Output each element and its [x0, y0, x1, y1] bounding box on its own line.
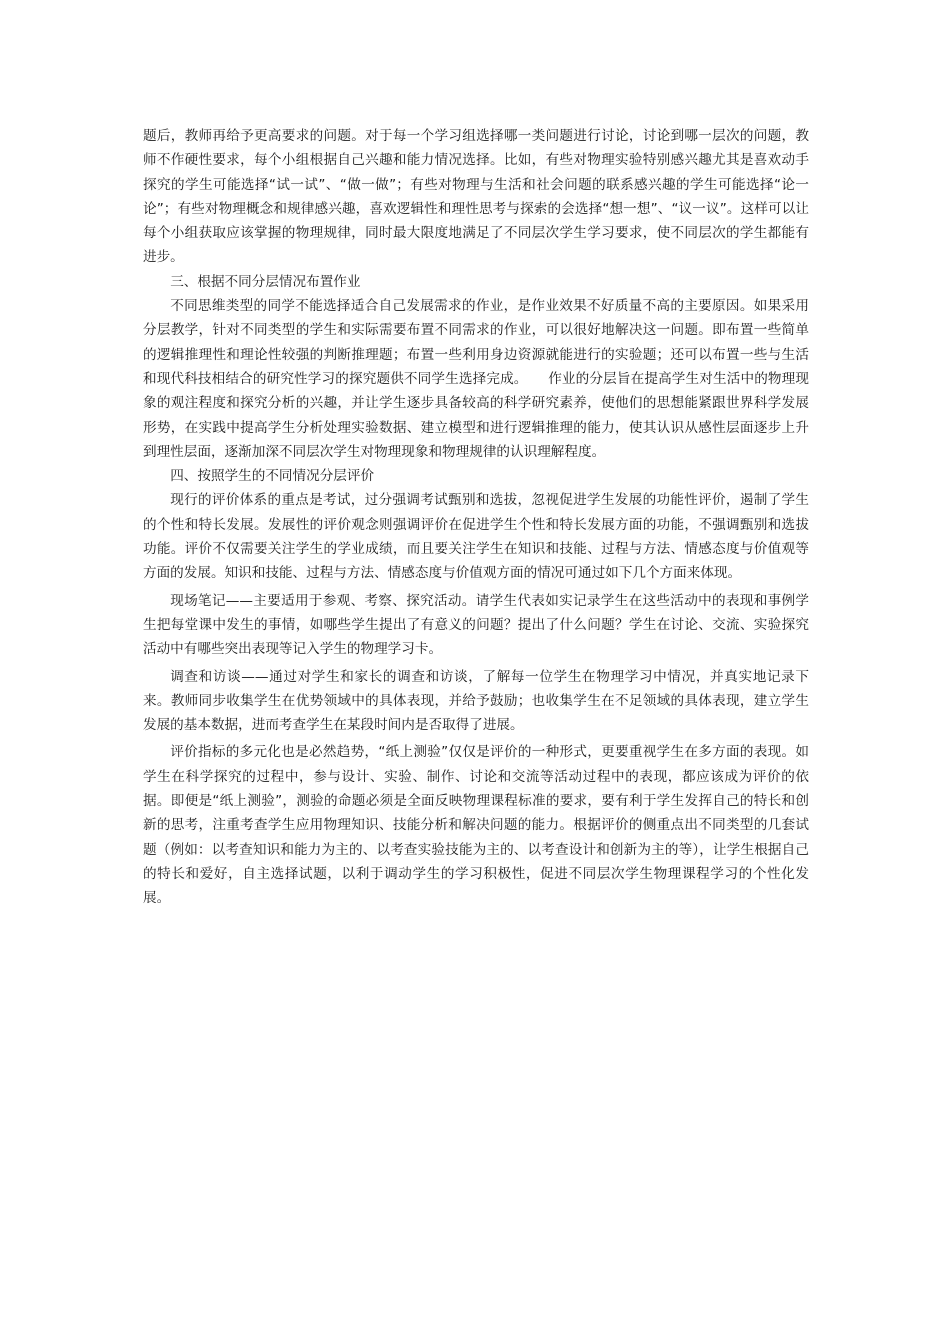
paragraph-diverse-indicators: 评价指标的多元化也是必然趋势，“纸上测验”仅仅是评价的一种形式，更要重视学生在多方面的表现。如学生在科学探究的过程中，参与设计、实验、制作、讨论和交流等活动过程中的表现，都应该成为评价的依据。即便是“纸上测验”，测验的命题必须是全面反映物理课程标准的要求，要有利于学生发挥自己的特长和创新的思考，注重考查学生应用物理知识、技能分析和解决问题的能力。根据评价的侧重点出不同类型的几套试题（例如：以考查知识和能力为主的、以考查实验技能为主的、以考查设计和创新为主的等），让学生根据自己的特长和爱好，自主选择试题，以利于调动学生的学习积极性，促进不同层次学生物理课程学习的个性化发展。 — [143, 744, 809, 907]
paragraph-continuation: 题后，教师再给予更高要求的问题。对于每一个学习组选择哪一类问题进行讨论，讨论到哪一层次的问题，教师不作硬性要求，每个小组根据自己兴趣和能力情况选择。比如，有些对物理实验特别感兴趣尤其是喜欢动手探究的学生可能选择“试一试”、“做一做”；有些对物理与生活和社会问题的联系感兴趣的学生可能选择“论一论”；有些对物理概念和规律感兴趣，喜欢逻辑性和理性思考与探索的会选择“想一想”、“议一议”。这样可以让每个小组获取应该掌握的物理规律，同时最大限度地满足了不同层次学生学习要求，使不同层次的学生都能有进步。 — [143, 128, 809, 266]
paragraph-field-notes: 现场笔记——主要适用于参观、考察、探究活动。请学生代表如实记录学生在这些活动中的表现和事例学生把每堂课中发生的事情，如哪些学生提出了有意义的问题？提出了什么问题？学生在讨论、交流、实验探究活动中有哪些突出表现等记入学生的物理学习卡。 — [143, 592, 809, 658]
paragraph-survey-interview: 调查和访谈——通过对学生和家长的调查和访谈，了解每一位学生在物理学习中情况，并真实地记录下来。教师同步收集学生在优势领域中的具体表现，并给予鼓励；也收集学生在不足领域的具体表现，建立学生发展的基本数据，进而考查学生在某段时间内是否取得了进展。 — [143, 668, 809, 734]
section-heading-4: 四、按照学生的不同情况分层评价 — [170, 468, 375, 485]
section-heading-3: 三、根据不同分层情况布置作业 — [170, 273, 361, 290]
paragraph-evaluation: 现行的评价体系的重点是考试，过分强调考试甄别和选拔，忽视促进学生发展的功能性评价，遏制了学生的个性和特长发展。发展性的评价观念则强调评价在促进学生个性和特长发展方面的功能，不强调甄别和选拔功能。评价不仅需要关注学生的学业成绩，而且要关注学生在知识和技能、过程与方法、情感态度与价值观等方面的发展。知识和技能、过程与方法、情感态度与价值观方面的情况可通过如下几个方面来体现。 — [143, 492, 809, 582]
paragraph-homework: 不同思维类型的同学不能选择适合自己发展需求的作业，是作业效果不好质量不高的主要原因。如果采用分层教学，针对不同类型的学生和实际需要布置不同需求的作业，可以很好地解决这一问题。即布置一些简单的逻辑推理性和理论性较强的判断推理题；布置一些利用身边资源就能进行的实验题；还可以布置一些与生活和现代科技相结合的研究性学习的探究题供不同学生选择完成。 作业的分层旨在提高学生对生活中的物理现象的观注程度和探究分析的兴趣，并让学生逐步具备较高的科学研究素养，使他们的思想能紧跟世界科学发展形势，在实践中提高学生分析处理实验数据、建立模型和进行逻辑推理的能力，使其认识从感性层面逐步上升到理性层面，逐渐加深不同层次学生对物理现象和物理规律的认识理解程度。 — [143, 298, 809, 460]
document-page — [143, 124, 809, 911]
